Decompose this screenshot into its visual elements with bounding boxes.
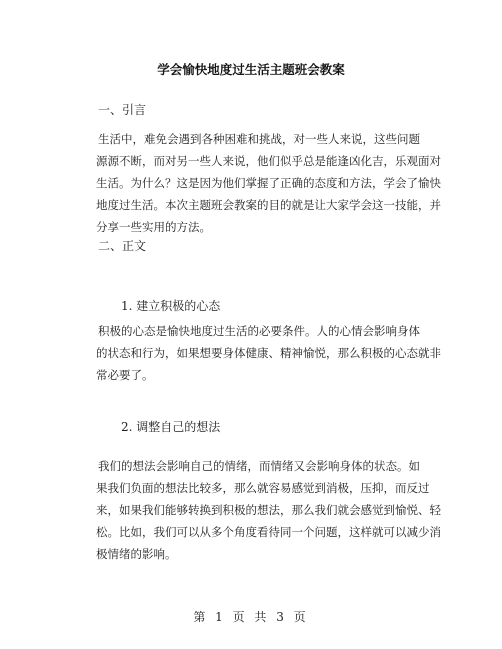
paragraph-line: 生活。为什么？这是因为他们掌握了正确的态度和方法，学会了愉快 [96,176,441,190]
paragraph-line: 极情绪的影响。 [96,547,177,561]
positive-mindset-paragraph [96,320,441,386]
paragraph-line: 积极的心态是愉快地度过生活的必要条件。人的心情会影响身体 [98,324,420,338]
document-title: 学会愉快地度过生活主题班会教案 [157,62,345,77]
paragraph-line: 来，如果我们能够转换到积极的想法，那么我们就会感觉到愉悦、轻 [96,503,441,517]
subsection-heading-positive-mindset: 1. 建立积极的心态 [121,299,221,313]
introduction-paragraph [96,128,441,238]
paragraph-line: 生活中，难免会遇到各种困难和挑战，对一些人来说，这些问题 [98,132,420,146]
subsection-heading-adjust-thoughts: 2. 调整自己的想法 [121,420,221,434]
page-footer: 第 1 页 共 3 页 [193,610,309,624]
paragraph-line: 地度过生活。本次主题班会教案的目的就是让大家学会这一技能，并 [96,198,441,212]
paragraph-line: 源源不断，而对另一些人来说，他们似乎总是能逢凶化吉，乐观面对 [96,154,441,168]
paragraph-line: 松。比如，我们可以从多个角度看待同一个问题，这样就可以减少消 [96,525,441,539]
paragraph-line: 常必要了。 [96,368,154,382]
paragraph-line: 的状态和行为，如果想要身体健康、精神愉悦，那么积极的心态就非 [96,346,441,360]
paragraph-line: 果我们负面的想法比较多，那么就容易感觉到消极，压抑，而反过 [96,481,430,495]
paragraph-line: 分享一些实用的方法。 [96,220,211,234]
section-heading-body: 二、正文 [98,239,147,253]
paragraph-line: 我们的想法会影响自己的情绪，而情绪又会影响身体的状态。如 [98,459,420,473]
section-heading-introduction: 一、引言 [98,103,147,117]
adjust-thoughts-paragraph [96,455,441,565]
